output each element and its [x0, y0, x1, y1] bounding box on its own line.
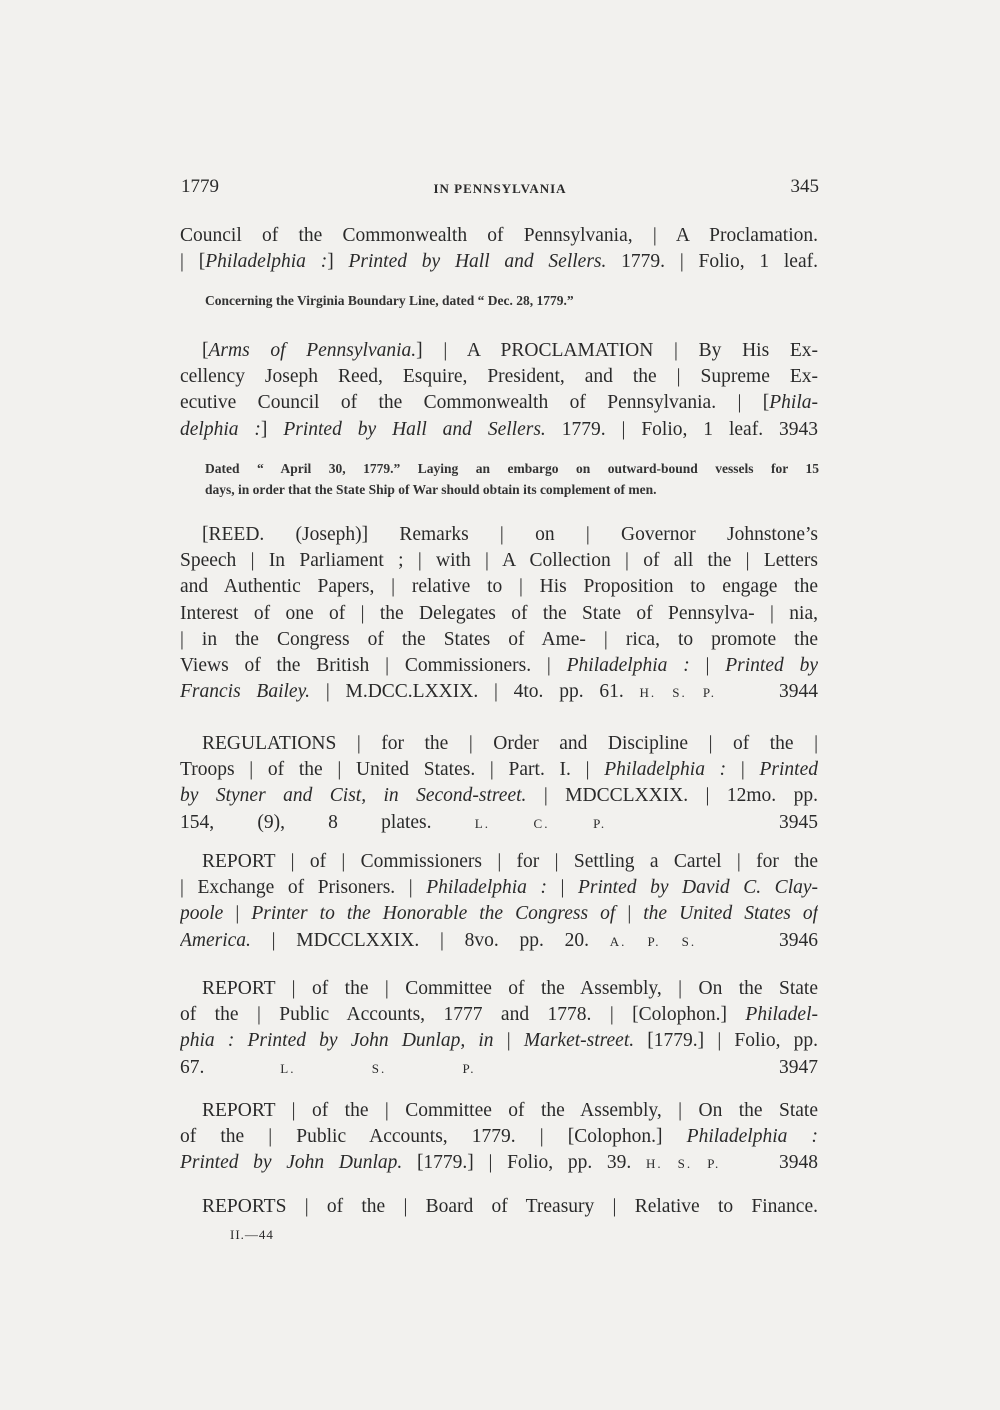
entry-line: phia : Printed by John Dunlap, in | Market-street. [1779.] | Folio, pp.: [180, 1030, 818, 1052]
entry-line: Troops | of the | United States. | Part. I. | Philadelphia : | Printed: [180, 759, 818, 781]
entry-line: Printed by John Dunlap. [1779.] | Folio, pp. 39. H. S. P. 3948: [180, 1152, 818, 1174]
entry-line: REPORT | of | Commissioners | for | Settling a Cartel | for the: [202, 851, 818, 872]
entry-reports-treasury: [180, 1194, 818, 1220]
entry-line: delphia :] Printed by Hall and Sellers. 1779. | Folio, 1 leaf. 3943: [180, 418, 818, 440]
header-title: IN PENNSYLVANIA: [433, 181, 567, 196]
entry-line: REPORT | of the | Committee of the Assembly, | On the State: [202, 978, 818, 999]
catalog-number: 3943: [779, 418, 818, 440]
entry-line: 67. L. S. P. 3947: [180, 1056, 818, 1078]
entry-line: by Styner and Cist, in Second-street. | MDCCLXXIX. | 12mo. pp.: [180, 785, 818, 807]
running-header: [181, 176, 819, 200]
entry-line: REPORT | of the | Committee of the Assembly, | On the State: [202, 1100, 818, 1121]
entry-3943: [180, 338, 818, 443]
entry-line: REPORTS | of the | Board of Treasury | Relative to Finance.: [202, 1196, 818, 1217]
entry-line: of the | Public Accounts, 1779. | [Colophon.] Philadelphia :: [180, 1126, 818, 1148]
catalog-number: 3948: [779, 1152, 818, 1174]
entry-line: Views of the British | Commissioners. | Philadelphia : | Printed by: [180, 654, 818, 676]
library-code: L. S. P.: [280, 1060, 476, 1076]
entry-3946: [180, 849, 818, 954]
library-code: L. C. P.: [474, 815, 607, 831]
entry-line: | Exchange of Prisoners. | Philadelphia : | Printed by David C. Clay-: [180, 877, 818, 899]
entry-line: | in the Congress of the States of Ame- | rica, to promote the: [180, 628, 818, 650]
entry-line: Council of the Commonwealth of Pennsylvania, | A Proclamation.: [180, 225, 818, 246]
library-code: H. S. P.: [639, 685, 716, 701]
catalog-number: 3946: [779, 929, 818, 951]
library-code: A. P. S.: [609, 933, 697, 949]
note-line: Concerning the Virginia Boundary Line, dated “ Dec. 28, 1779.”: [205, 293, 574, 308]
entry-line: | [Philadelphia :] Printed by Hall and Sellers. 1779. | Folio, 1 leaf.: [180, 251, 818, 273]
entry-line: of the | Public Accounts, 1777 and 1778. | [Colophon.] Philadel-: [180, 1004, 818, 1026]
catalog-number: 3945: [779, 811, 818, 833]
entry-3948: [180, 1098, 818, 1177]
note-line: days, in order that the State Ship of War should obtain its complement of men.: [205, 482, 657, 497]
note-boundary-line: [205, 290, 819, 311]
header-year: 1779: [181, 176, 219, 197]
entry-line: America. | MDCCLXXIX. | 8vo. pp. 20. A. P. S. 3946: [180, 929, 818, 951]
entry-line: and Authentic Papers, | relative to | His Proposition to engage the: [180, 576, 818, 598]
entry-3947: [180, 976, 818, 1081]
entry-line: Francis Bailey. | M.DCC.LXXIX. | 4to. pp. 61. H. S. P. 3944: [180, 681, 818, 703]
entry-line: [REED. (Joseph)] Remarks | on | Governor Johnstone’s: [202, 524, 818, 545]
entry-3945: [180, 731, 818, 836]
entry-council-proclamation: [180, 223, 818, 275]
entry-line: 154, (9), 8 plates. L. C. P. 3945: [180, 811, 818, 833]
entry-line: poole | Printer to the Honorable the Congress of | the United States of: [180, 903, 818, 925]
entry-line: REGULATIONS | for the | Order and Discipline | of the |: [202, 733, 818, 754]
entry-line: [Arms of Pennsylvania.] | A PROCLAMATION | By His Ex-: [202, 340, 818, 361]
entry-3944: [180, 522, 818, 705]
note-line: Dated “ April 30, 1779.” Laying an embargo on outward-bound vessels for 15: [205, 461, 819, 476]
catalog-number: 3944: [779, 681, 818, 703]
signature-mark: II.—44: [230, 1227, 274, 1242]
catalog-number: 3947: [779, 1056, 818, 1078]
entry-line: Speech | In Parliament ; | with | A Collection | of all the | Letters: [180, 550, 818, 572]
library-code: H. S. P.: [645, 1156, 721, 1172]
entry-line: Interest of one of | the Delegates of the State of Pennsylva- | nia,: [180, 602, 818, 624]
page-number: 345: [790, 176, 819, 197]
note-embargo: [205, 458, 819, 500]
entry-line: cellency Joseph Reed, Esquire, President, and the | Supreme Ex-: [180, 366, 818, 388]
entry-line: ecutive Council of the Commonwealth of Pennsylvania. | [Phila-: [180, 392, 818, 414]
